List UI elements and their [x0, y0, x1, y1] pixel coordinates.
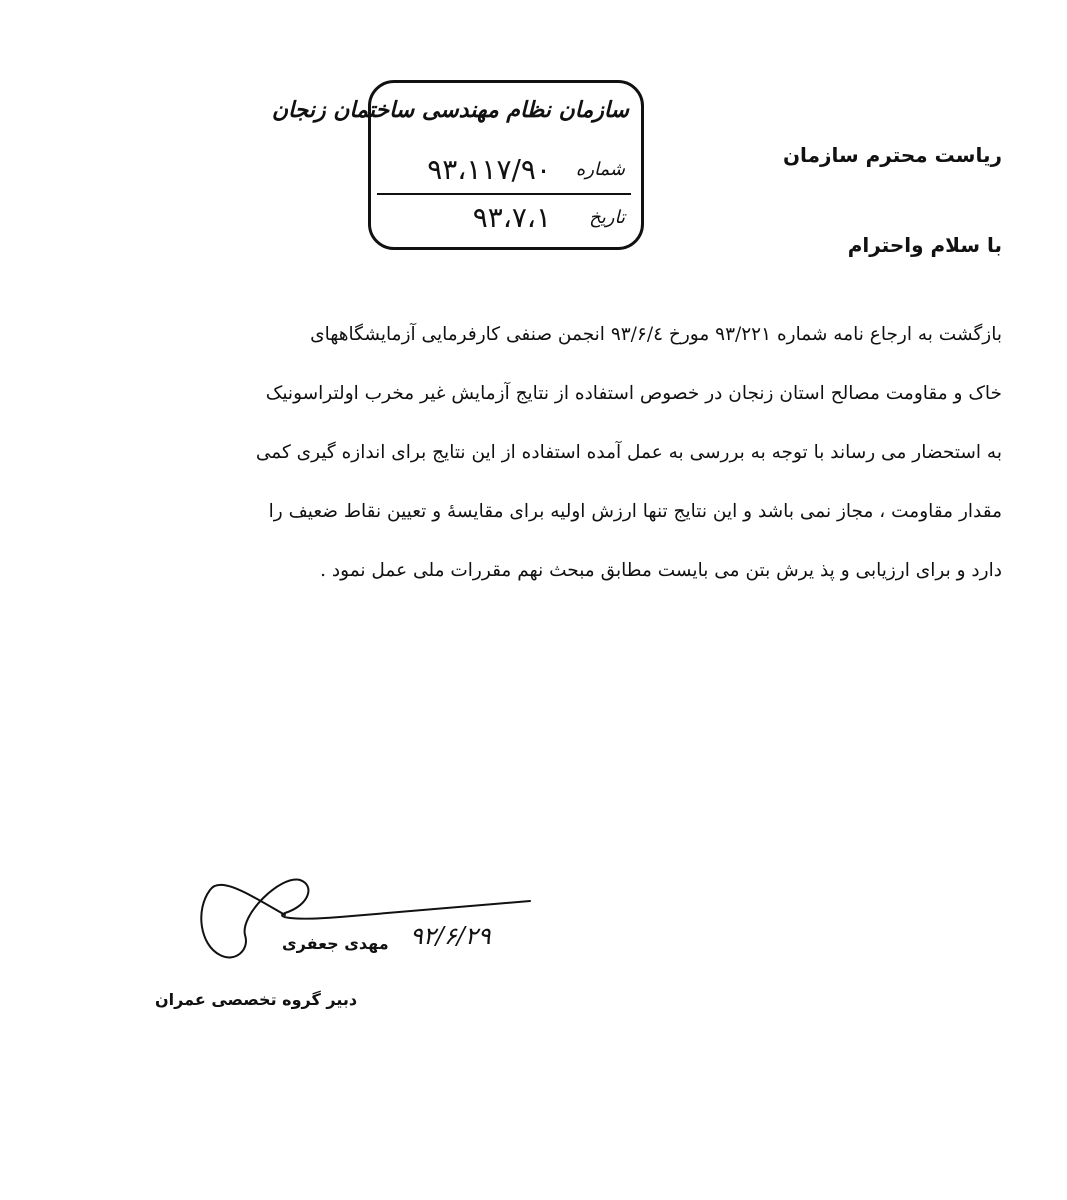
body-line: دارد و برای ارزیابی و پذ یرش بتن می بایست مطابق مبحث نهم مقررات ملی عمل نمود . — [320, 560, 1002, 581]
stamp-organization: سازمان نظام مهندسی ساختمان زنجان — [271, 97, 629, 123]
stamp-date-label: تاریخ — [589, 207, 625, 228]
registry-stamp — [271, 80, 644, 250]
stamp-date-value: ۹۳،۷،۱ — [472, 201, 551, 234]
greeting-line: با سلام واحترام — [847, 233, 1002, 257]
body-line: به استحضار می رساند با توجه به بررسی به عمل آمده استفاده از این نتایج برای اندازه گیری کمی — [255, 442, 1002, 463]
stamp-number-row — [377, 153, 631, 195]
body-line: مقدار مقاومت ، مجاز نمی باشد و این نتایج تنها ارزش اولیه برای مقایسهٔ و تعیین نقاط ضعیف را — [268, 501, 1002, 522]
stamp-date-row — [377, 201, 631, 241]
recipient-line: ریاست محترم سازمان — [782, 143, 1002, 167]
stamp-number-value: ۹۳،۱۱۷/۹۰ — [427, 153, 551, 186]
body-line: خاک و مقاومت مصالح استان زنجان در خصوص استفاده از نتایج آزمایش غیر مخرب اولتراسونیک — [265, 383, 1002, 404]
signer-title: دبیر گروه تخصصی عمران — [155, 990, 358, 1009]
stamp-number-label: شماره — [575, 159, 625, 180]
handwritten-date: ۹۲/۶/۲۹ — [410, 922, 491, 950]
body-line: بازگشت به ارجاع نامه شماره ۹۳/۲۲۱ مورخ ۹۳/۶/٤ انجمن صنفی کارفرمایی آزمایشگاههای — [310, 324, 1002, 345]
signer-name: مهدی جعفری — [282, 934, 389, 953]
